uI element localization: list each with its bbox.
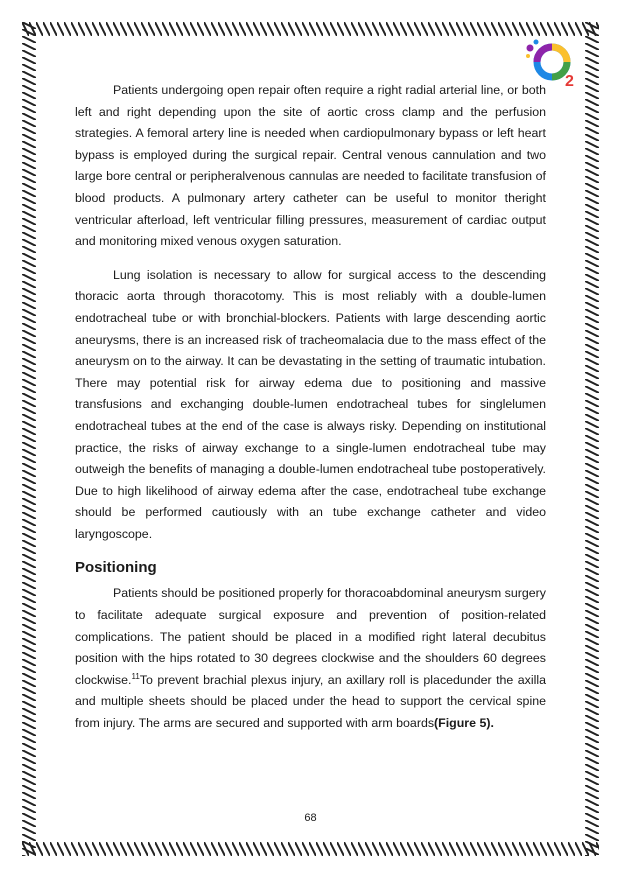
paragraph-positioning xyxy=(75,583,546,734)
figure-reference: (Figure 5) xyxy=(434,716,491,731)
page-border-left xyxy=(22,22,36,856)
positioning-text-part1: Patients should be positioned properly for thoracoabdominal aneurysm surgery to facilitate adequate surgical exposure and prevention of position-related complications. The patient should be placed in a modified right lateral decubitus position with the hips rotated to 30 degrees clockwise and the shoulders 60 degrees clockwise. xyxy=(75,586,546,687)
paragraph-monitoring: Patients undergoing open repair often require a right radial arterial line, or both left and right depending upon the site of aortic cross clamp and the perfusion strategies. A femoral artery line is needed when cardiopulmonary bypass or left heart bypass is employed during the surgical repair. Central venous cannulation and two large bore central or peripheralvenous cannulas are needed to facilitate transfusion of blood products. A pulmonary artery catheter can be useful to monitor theright ventricular afterload, left ventricular filling pressures, measurement of cardiac output and monitoring mixed venous oxygen saturation. xyxy=(75,83,546,249)
paragraph-lung-isolation: Lung isolation is necessary to allow for surgical access to the descending thoracic aorta through thoracotomy. This is most reliably with a double-lumen endotracheal tube or with bronchial-blockers. Patients with large descending aortic aneurysms, there is an increased risk of tracheomalacia due to the mass effect of the aneurysm on to the airway. It can be devastating in the setting of traumatic intubation. There may potential risk for airway edema due to positioning and massive transfusions and exchanging double-lumen endotracheal tubes for singlelumen endotracheal tubes at the end of the case is always risky. Depending on institutional practice, the risks of airway exchange to a single-lumen endotracheal tube may outweigh the benefits of managing a double-lumen endotracheal tube postoperatively. Due to high likelihood of airway edema after the case, endotracheal tube exchange should be performed cautiously with an tube exchange catheter and video laryngoscope. xyxy=(75,267,546,541)
positioning-text-part2: To prevent brachial plexus injury, an axillary roll is placedunder the axilla and multiple sheets should be placed under the head to support the cervical spine from injury. The arms are secured and supported with arm boards xyxy=(75,672,546,731)
page-border-bottom xyxy=(22,842,599,856)
section-heading-positioning: Positioning xyxy=(75,559,157,577)
svg-text:2: 2 xyxy=(565,73,574,90)
document-body xyxy=(75,80,546,747)
page-border-right xyxy=(585,22,599,856)
figure-reference-period: . xyxy=(490,716,494,731)
page-border-top xyxy=(22,22,599,36)
page-number: 68 xyxy=(304,812,317,824)
citation-superscript: 11 xyxy=(131,671,140,681)
